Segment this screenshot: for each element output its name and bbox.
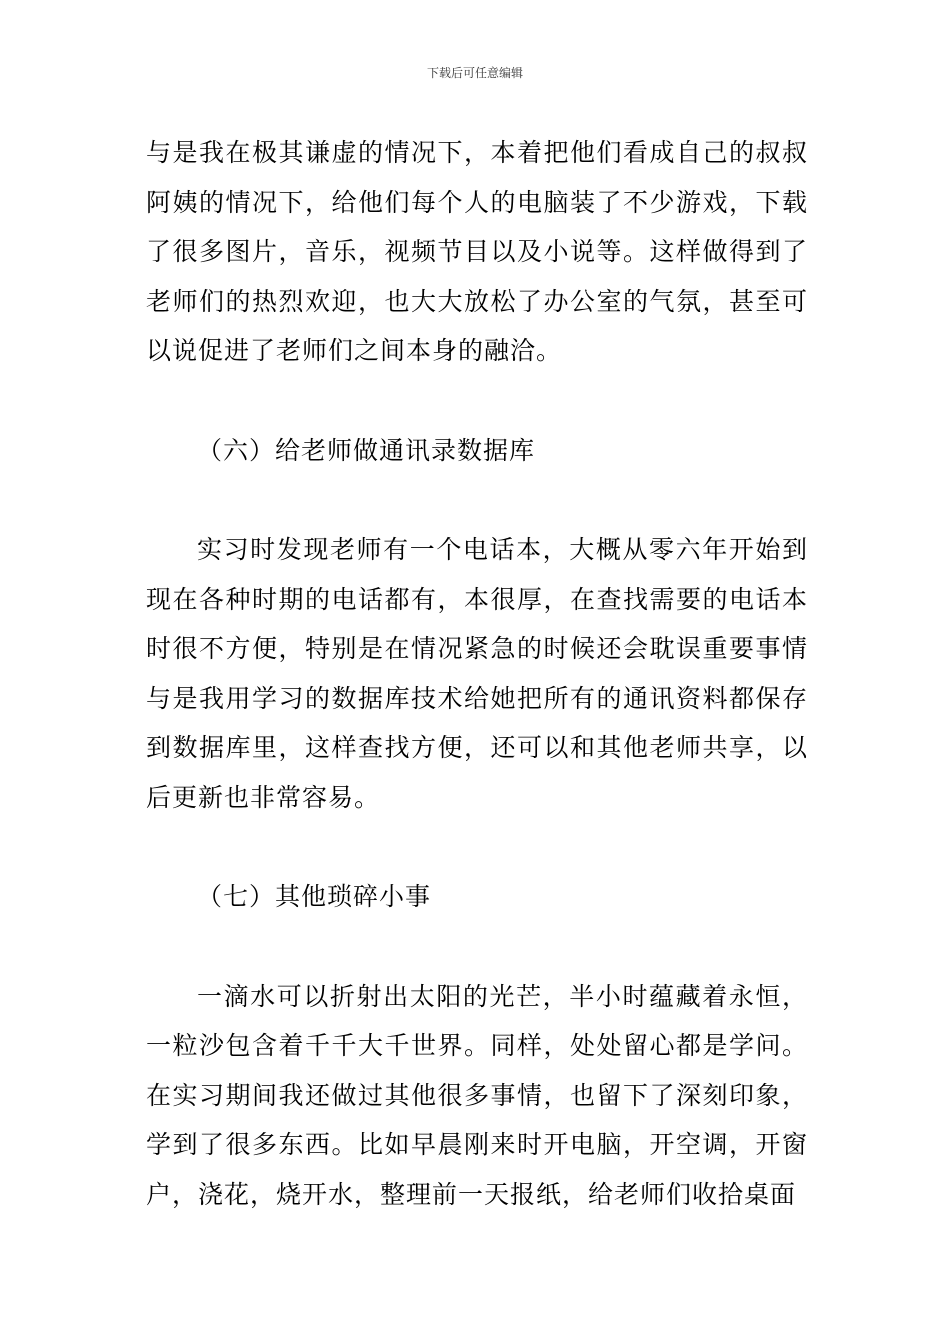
- paragraph-spacer: [146, 822, 808, 872]
- section-heading-seven: （七）其他琐碎小事: [197, 882, 432, 911]
- paragraph-trivial-matters: 一滴水可以折射出太阳的光芒，半小时蕴藏着永恒，一粒沙包含着千千大千世界。同样，处处留心都是学问。在实习期间我还做过其他很多事情，也留下了深刻印象，学到了很多东西。比如早晨刚来时开电脑，开空调，开窗户，浇花，烧开水，整理前一天报纸，给老师们收拾桌面: [146, 981, 808, 1209]
- paragraph-spacer: [146, 376, 808, 426]
- page-header: 下载后可任意编辑: [426, 66, 523, 80]
- paragraph-computer-setup: 与是我在极其谦虚的情况下，本着把他们看成自己的叔叔阿姨的情况下，给他们每个人的电脑装了不少游戏，下载了很多图片，音乐，视频节目以及小说等。这样做得到了老师们的热烈欢迎，也大大放松了办公室的气氛，甚至可以说促进了老师们之间本身的融洽。: [146, 138, 808, 365]
- document-body: [146, 128, 808, 1219]
- paragraph-contacts-database: 实习时发现老师有一个电话本，大概从零六年开始到现在各种时期的电话都有，本很厚，在查找需要的电话本时很不方便，特别是在情况紧急的时候还会耽误重要事情与是我用学习的数据库技术给她把所有的通讯资料都保存到数据库里，这样查找方便，还可以和其他老师共享，以后更新也非常容易。: [146, 535, 808, 812]
- paragraph-spacer: [146, 475, 808, 525]
- section-heading-six: （六）给老师做通讯录数据库: [197, 435, 536, 465]
- paragraph-spacer: [146, 922, 808, 972]
